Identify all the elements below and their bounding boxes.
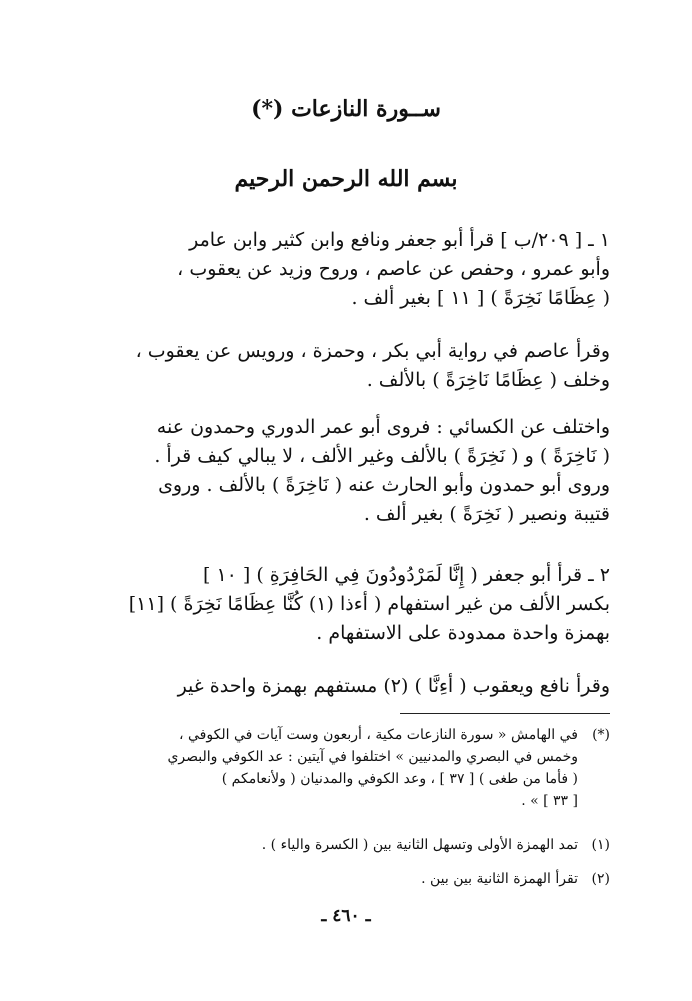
text-line: واختلف عن الكسائي : فروى أبو عمر الدوري وحمدون عنه bbox=[156, 416, 610, 438]
page-number: ـ ٤٦٠ ـ bbox=[321, 906, 371, 926]
paragraph-3 bbox=[92, 413, 610, 529]
footnote-line: ( فأما من طغى ) [ ٣٧ ] ، وعد الكوفي والمدنيان ( ولأنعامكم ) bbox=[221, 771, 578, 787]
paragraph-1 bbox=[92, 226, 610, 313]
footnote-mark: (٢) bbox=[591, 871, 610, 887]
text-line: وروى أبو حمدون وأبو الحارث عنه ( نَاخِرَةً ) بالألف . وروى bbox=[158, 474, 610, 496]
text-line: بهمزة واحدة ممدودة على الاستفهام . bbox=[316, 622, 610, 644]
text-line: ٢ ـ قرأ أبو جعفر ( إِنَّا لَمَرْدُودُونَ فِي الحَافِرَةِ ) [ ١٠ ] bbox=[202, 564, 610, 586]
surah-title: ســورة النازعات (*) bbox=[251, 96, 441, 122]
text-line: ( عِظَامًا نَخِرَةً ) [ ١١ ] بغير ألف . bbox=[351, 287, 610, 309]
footnotes-numbered bbox=[92, 834, 610, 890]
footnote-line: تمد الهمزة الأولى وتسهل الثانية بين ( الكسرة والياء ) . bbox=[261, 837, 578, 853]
text-line: وقرأ عاصم في رواية أبي بكر ، وحمزة ، ورويس عن يعقوب ، bbox=[135, 340, 610, 362]
text-line: بكسر الألف من غير استفهام ( أءذا (١) كُنَّا عِظَامًا نَخِرَةً ) [١١] bbox=[128, 593, 610, 615]
footnote-line: [ ٣٣ ] » . bbox=[521, 793, 578, 809]
footnote-line: وخمس في البصري والمدنيين » اختلفوا في آيتين : عد الكوفي والبصري bbox=[167, 749, 578, 765]
footnote-line: تقرأ الهمزة الثانية بين بين . bbox=[421, 871, 578, 887]
text-line: قتيبة ونصير ( نَخِرَةً ) بغير ألف . bbox=[363, 503, 610, 525]
text-line: ١ ـ [ ٢٠٩/ب ] قرأ أبو جعفر ونافع وابن كثير وابن عامر bbox=[189, 229, 610, 251]
paragraph-2 bbox=[92, 337, 610, 395]
footnote-line: في الهامش « سورة النازعات مكية ، أربعون وست آيات في الكوفي ، bbox=[179, 727, 578, 743]
text-line: وخلف ( عِظَامًا نَاخِرَةً ) بالألف . bbox=[366, 369, 610, 391]
paragraph-4 bbox=[92, 561, 610, 648]
footnote-1 bbox=[92, 834, 610, 856]
footnote-2 bbox=[92, 868, 610, 890]
footnote-mark: (*) bbox=[592, 727, 610, 743]
text-line: ( نَاخِرَةً ) و ( نَخِرَةً ) بالألف وغير الألف ، لا يبالي كيف قرأ . bbox=[154, 445, 610, 467]
footnote-mark: (١) bbox=[591, 837, 610, 853]
text-line: وأبو عمرو ، وحفص عن عاصم ، وروح وزيد عن يعقوب ، bbox=[177, 258, 610, 280]
footnotes bbox=[92, 724, 610, 812]
footnote-divider bbox=[400, 713, 610, 714]
basmala: بسم الله الرحمن الرحيم bbox=[234, 166, 458, 192]
paragraph-5 bbox=[92, 672, 610, 701]
text-line: وقرأ نافع ويعقوب ( أءِنَّا ) (٢) مستفهم بهمزة واحدة غير bbox=[177, 675, 610, 697]
footnote-star bbox=[92, 724, 610, 812]
